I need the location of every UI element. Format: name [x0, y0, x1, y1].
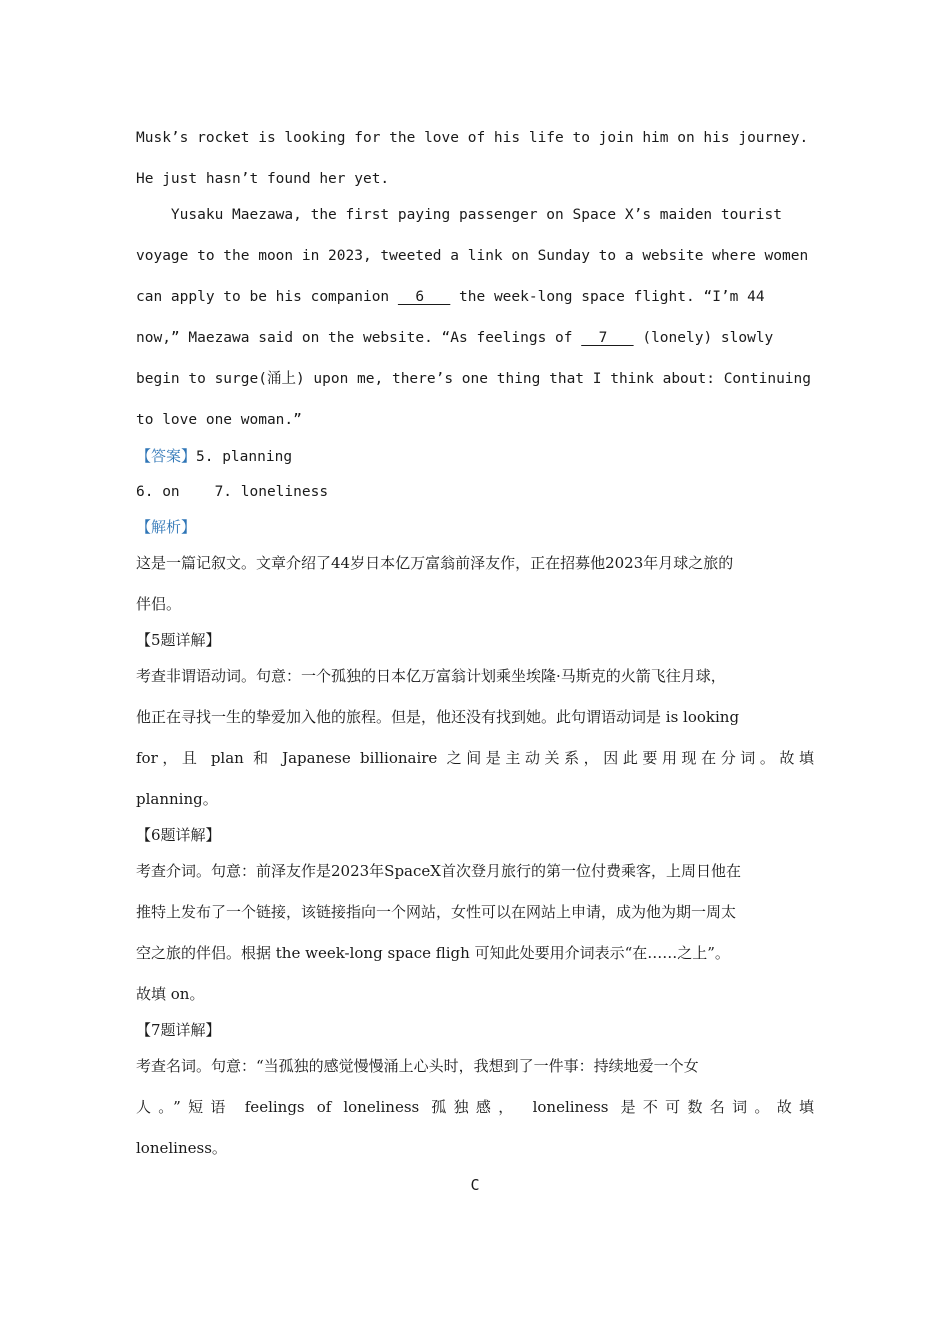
q5-line: planning。	[136, 790, 218, 808]
section-label: C	[470, 1176, 480, 1194]
passage-line: Yusaku Maezawa, the first paying passenger on Space X’s maiden tourist	[136, 207, 783, 223]
answer-tag: 【答案】	[136, 447, 197, 465]
blank-6: 6	[397, 289, 451, 305]
analysis-summary: 这是一篇记叙文。文章介绍了44岁日本亿万富翁前泽友作，正在招募他2023年月球之旅的	[136, 554, 734, 572]
passage-line	[136, 328, 773, 348]
q6-heading: 【6题详解】	[136, 826, 221, 844]
passage-line: begin to surge(涌上) upon me, there’s one thing that I think about: Continuing	[136, 371, 812, 387]
passage-text: the week-long space flight. “I’m 44	[450, 289, 765, 305]
passage-text: (lonely) slowly	[633, 330, 774, 346]
answer-6-7: 6. on 7. loneliness	[136, 484, 329, 500]
answer-line	[136, 446, 292, 467]
q6-line: 考查介词。句意：前泽友作是2023年SpaceX首次登月旅行的第一位付费乘客，上周日他在	[136, 862, 741, 880]
q7-line: loneliness。	[136, 1139, 227, 1157]
analysis-tag: 【解析】	[136, 518, 197, 536]
passage-line: voyage to the moon in 2023, tweeted a link on Sunday to a website where women	[136, 248, 809, 264]
q7-line: 考查名词。句意：“当孤独的感觉慢慢涌上心头时，我想到了一件事：持续地爱一个女	[136, 1057, 699, 1075]
passage-line	[136, 287, 765, 307]
q5-heading: 【5题详解】	[136, 631, 221, 649]
q7-line: 人。”短语 feelings of loneliness 孤独感， loneliness 是不可数名词。故填	[136, 1098, 814, 1116]
passage-line: to love one woman.”	[136, 412, 302, 428]
blank-7: 7	[581, 330, 634, 346]
q6-line: 推特上发布了一个链接，该链接指向一个网站，女性可以在网站上申请，成为他为期一周太	[136, 903, 737, 921]
q7-heading: 【7题详解】	[136, 1021, 221, 1039]
answer-5: 5. planning	[196, 449, 293, 465]
passage-line: He just hasn’t found her yet.	[136, 171, 390, 187]
q5-line: 他正在寻找一生的挚爱加入他的旅程。但是，他还没有找到她。此句谓语动词是 is looking	[136, 708, 740, 726]
passage-text: now,” Maezawa said on the website. “As feelings of	[136, 330, 582, 346]
q6-line: 故填 on。	[136, 985, 205, 1003]
analysis-summary: 伴侣。	[136, 595, 182, 613]
q6-line: 空之旅的伴侣。根据 the week-long space fligh 可知此处要用介词表示“在……之上”。	[136, 944, 730, 962]
q5-line: 考查非谓语动词。句意：一个孤独的日本亿万富翁计划乘坐埃隆·马斯克的火箭飞往月球，	[136, 667, 726, 685]
q5-line: for，且 plan 和 Japanese billionaire 之间是主动关系，因此要用现在分词。故填	[136, 749, 814, 767]
passage-line: Musk’s rocket is looking for the love of his life to join him on his journey.	[136, 130, 809, 146]
passage-text: can apply to be his companion	[136, 289, 398, 305]
